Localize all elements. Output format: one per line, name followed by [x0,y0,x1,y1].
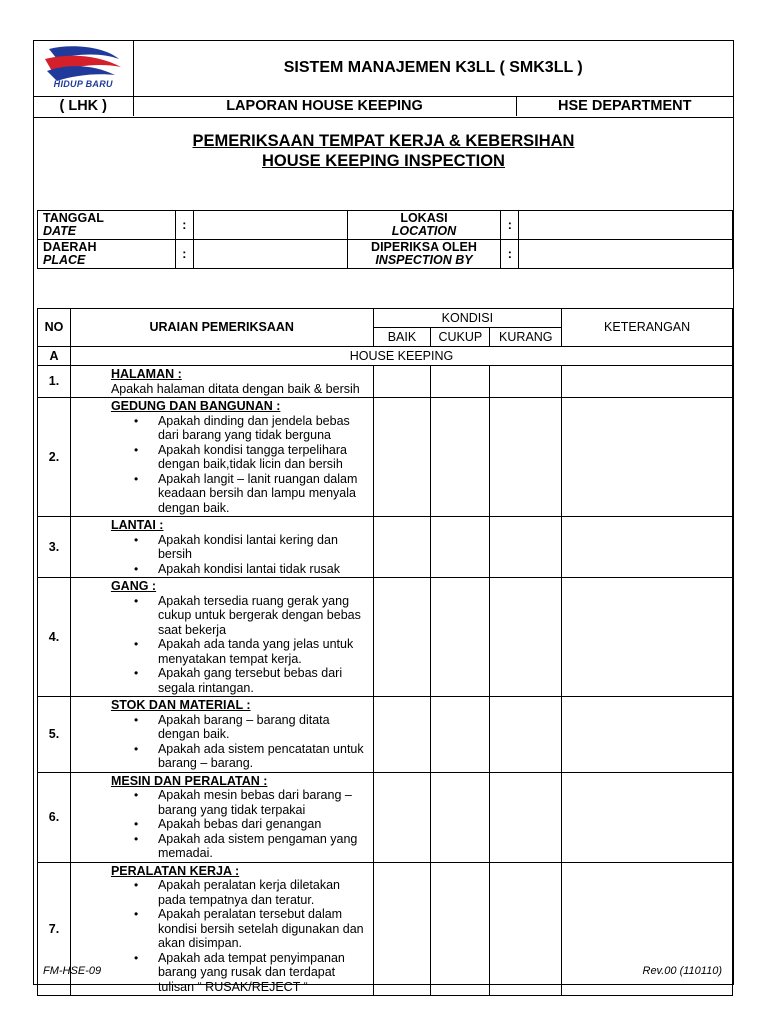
good-cell[interactable] [373,517,431,578]
row-number: 5. [38,697,71,773]
question-item: • Apakah kondisi lantai kering dan bersih [111,533,369,562]
revision-label: Rev.00 (110110) [642,965,722,977]
row-title: GANG : [110,579,157,593]
section-letter: A [38,347,71,366]
question-list [111,788,369,861]
question-item: • Apakah langit – lanit ruangan dalam keadaan bersih dan lampu menyala dengan baik. [111,472,369,516]
inspected-by-label-id: DIPERIKSA OLEH [371,240,477,254]
inspected-by-label [347,240,501,269]
row-number: 3. [38,517,71,578]
place-value-field[interactable] [193,240,347,269]
row-number: 7. [38,862,71,996]
location-label-en: LOCATION [391,224,457,238]
row-title: GEDUNG DAN BANGUNAN : [110,399,281,413]
row-title: HALAMAN : [110,367,182,381]
row-number: 2. [38,398,71,517]
fair-cell[interactable] [431,697,490,773]
report-title: LAPORAN HOUSE KEEPING [133,96,516,116]
title-english: HOUSE KEEPING INSPECTION [262,152,505,170]
inspection-row [38,517,733,578]
notes-cell[interactable] [562,517,733,578]
question-list [111,594,369,696]
notes-cell[interactable] [562,578,733,697]
colon: : [175,240,193,269]
colon: : [175,211,193,240]
date-label-en: DATE [43,224,77,238]
form-code: FM-HSE-09 [43,965,102,977]
title-indonesian: PEMERIKSAAN TEMPAT KERJA & KEBERSIHAN [192,132,575,150]
place-label [38,240,176,269]
question-item: • Apakah kondisi tangga terpelihara dengan baik,tidak licin dan bersih [111,443,369,472]
good-cell[interactable] [373,398,431,517]
location-value-field[interactable] [519,211,733,240]
fair-cell[interactable] [431,772,490,862]
row-title: LANTAI : [110,518,164,532]
notes-cell[interactable] [562,772,733,862]
question-item: • Apakah tersedia ruang gerak yang cukup untuk bergerak dengan bebas saat bekerja [111,594,369,638]
row-title: MESIN DAN PERALATAN : [110,773,268,788]
row-description [70,398,373,517]
question-item: • Apakah dinding dan jendela bebas dari barang yang tidak berguna [111,414,369,443]
document-header [34,41,733,116]
row-description [70,517,373,578]
good-cell[interactable] [373,862,431,996]
question-list [111,533,369,577]
location-label-id: LOKASI [400,211,448,225]
row-number: 4. [38,578,71,697]
poor-cell[interactable] [490,862,562,996]
date-label [38,211,176,240]
question-list [111,414,369,516]
row-description [70,578,373,697]
logo-mark-icon [43,45,123,81]
poor-cell[interactable] [490,578,562,697]
header-divider [34,117,733,118]
row-description [70,697,373,773]
row-description [70,366,373,398]
inspection-table [37,308,733,996]
form-code-label: ( LHK ) [34,96,133,116]
row-description [70,862,373,996]
row-question: Apakah halaman ditata dengan baik & bersih [110,381,360,396]
colon: : [501,211,519,240]
inspection-row [38,697,733,773]
fair-cell[interactable] [431,862,490,996]
question-item: • Apakah peralatan kerja diletakan pada tempatnya dan teratur. [111,878,369,907]
col-header-poor: KURANG [490,328,562,347]
inspected-by-label-en: INSPECTION BY [375,253,473,267]
question-item: • Apakah peralatan tersebut dalam kondisi bersih setelah digunakan dan akan disimpan. [111,907,369,951]
date-value-field[interactable] [193,211,347,240]
poor-cell[interactable] [490,398,562,517]
question-item: • Apakah mesin bebas dari barang – barang yang tidak terpakai [111,788,369,817]
location-label [347,211,501,240]
col-header-good: BAIK [373,328,431,347]
notes-cell[interactable] [562,366,733,398]
poor-cell[interactable] [490,366,562,398]
question-item: • Apakah kondisi lantai tidak rusak [111,562,369,577]
good-cell[interactable] [373,366,431,398]
question-item: • Apakah ada tempat penyimpanan barang yang rusak dan terdapat tulisan “ RUSAK/REJECT “ [111,951,369,995]
good-cell[interactable] [373,697,431,773]
inspection-row [38,366,733,398]
col-header-condition: KONDISI [373,309,562,328]
place-label-en: PLACE [43,253,86,267]
row-number: 1. [38,366,71,398]
inspection-row [38,578,733,697]
question-item: • Apakah ada sistem pencatatan untuk barang – barang. [111,742,369,771]
place-label-id: DAERAH [43,240,97,254]
fair-cell[interactable] [431,398,490,517]
company-logo [43,45,123,91]
inspected-by-value-field[interactable] [519,240,733,269]
question-item: • Apakah ada sistem pengaman yang memadai. [111,832,369,861]
good-cell[interactable] [373,578,431,697]
inspection-row [38,862,733,996]
good-cell[interactable] [373,772,431,862]
inspection-row [38,398,733,517]
section-title: HOUSE KEEPING [70,347,732,366]
logo-cell [34,41,133,96]
info-table [37,210,733,269]
col-header-description: URAIAN PEMERIKSAAN [70,309,373,347]
notes-cell[interactable] [562,697,733,773]
system-title: SISTEM MANAJEMEN K3LL ( SMK3LL ) [133,41,733,96]
col-header-notes: KETERANGAN [562,309,733,347]
col-header-fair: CUKUP [431,328,490,347]
row-number: 6. [38,772,71,862]
date-label-id: TANGGAL [43,211,104,225]
fair-cell[interactable] [431,578,490,697]
logo-text: HIDUP BARU [53,79,113,90]
col-header-no: NO [38,309,71,347]
question-list [111,878,369,994]
question-item: • Apakah ada tanda yang jelas untuk menyatakan tempat kerja. [111,637,369,666]
row-title: STOK DAN MATERIAL : [110,698,251,712]
inspection-row [38,772,733,862]
question-item: • Apakah barang – barang ditata dengan baik. [111,713,369,742]
notes-cell[interactable] [562,398,733,517]
department-label: HSE DEPARTMENT [516,96,733,116]
colon: : [501,240,519,269]
row-title: PERALATAN KERJA : [110,863,240,878]
poor-cell[interactable] [490,697,562,773]
row-description [70,772,373,862]
question-item: • Apakah gang tersebut bebas dari segala rintangan. [111,666,369,695]
fair-cell[interactable] [431,366,490,398]
fair-cell[interactable] [431,517,490,578]
poor-cell[interactable] [490,517,562,578]
question-item: • Apakah bebas dari genangan [111,817,369,832]
question-list [111,713,369,771]
poor-cell[interactable] [490,772,562,862]
